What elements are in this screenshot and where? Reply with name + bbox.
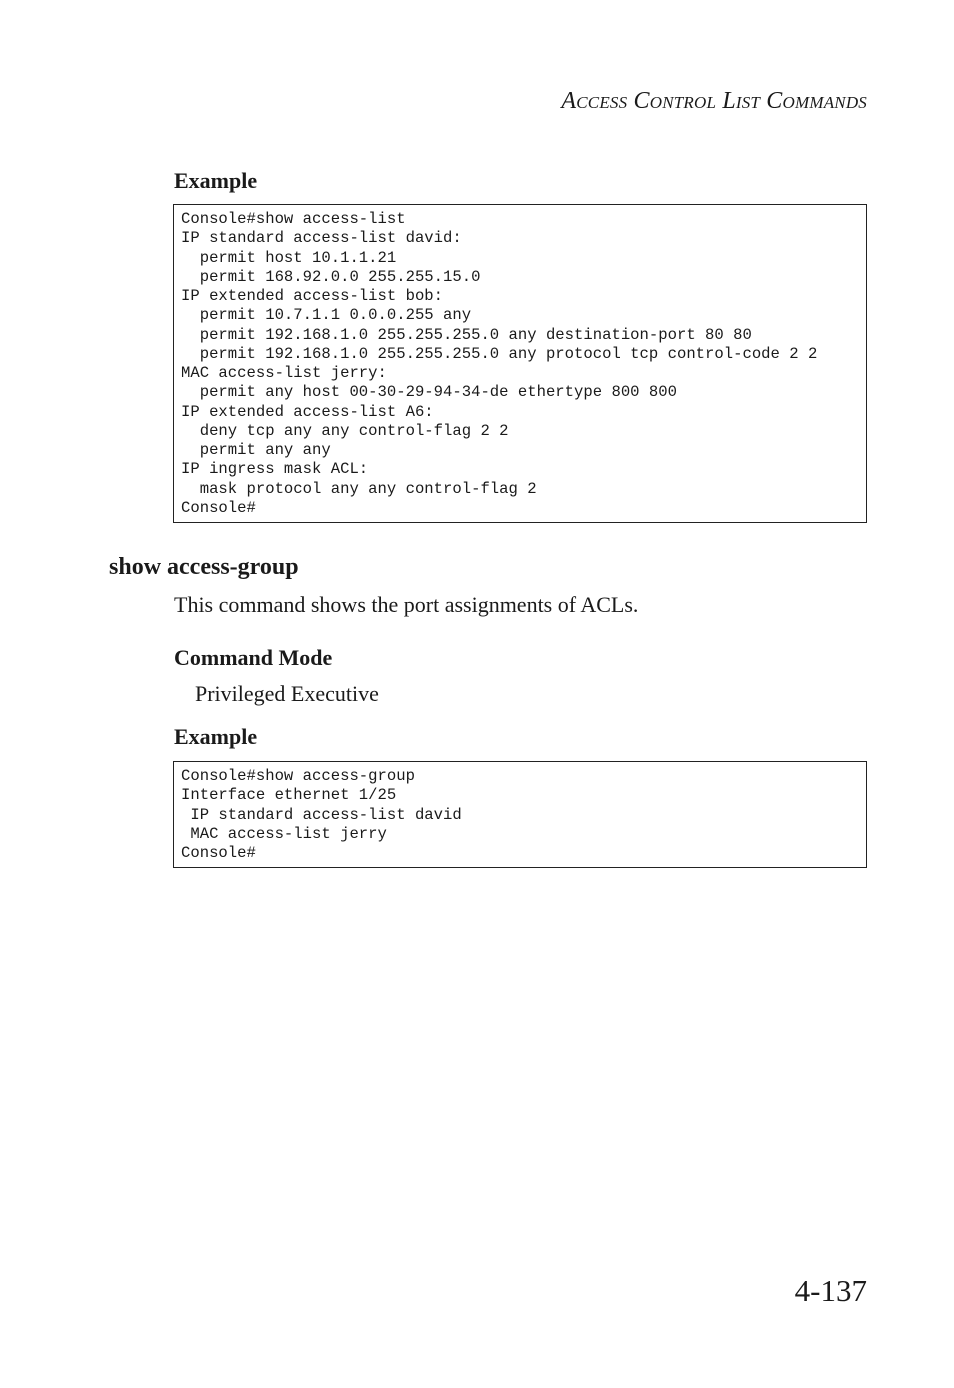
code-line: IP standard access-list david bbox=[181, 805, 462, 824]
section-description: This command shows the port assignments of ACLs. bbox=[174, 592, 639, 617]
code-line: Interface ethernet 1/25 bbox=[181, 786, 397, 805]
code-block-show-access-list bbox=[173, 204, 867, 523]
code-line: mask protocol any any control-flag 2 bbox=[181, 479, 537, 498]
code-line: IP standard access-list david: bbox=[181, 229, 462, 248]
section-title: show access-group bbox=[109, 554, 299, 580]
code-line: Console#show access-group bbox=[181, 767, 415, 785]
example-heading: Example bbox=[174, 724, 258, 749]
code-line: permit 192.168.1.0 255.255.255.0 any protocol tcp control-code 2 2 bbox=[181, 344, 818, 363]
code-line: permit 192.168.1.0 255.255.255.0 any destination-port 80 80 bbox=[181, 325, 752, 344]
code-line: permit any any bbox=[181, 441, 331, 459]
code-line: Console# bbox=[181, 498, 256, 517]
code-line: permit 10.7.1.1 0.0.0.255 any bbox=[181, 306, 472, 325]
code-line: permit 168.92.0.0 255.255.15.0 bbox=[181, 267, 481, 286]
page-number: 4-137 bbox=[794, 1273, 867, 1308]
code-line: IP ingress mask ACL: bbox=[181, 460, 369, 479]
code-line: IP extended access-list A6: bbox=[181, 402, 434, 421]
code-line: Console#show access-list bbox=[181, 210, 406, 228]
running-header: Access Control List Commands bbox=[561, 88, 867, 114]
example-heading: Example bbox=[174, 168, 258, 193]
code-line: Console# bbox=[181, 844, 256, 862]
code-line: deny tcp any any control-flag 2 2 bbox=[181, 421, 509, 440]
command-mode-value: Privileged Executive bbox=[195, 681, 379, 706]
code-line: MAC access-list jerry bbox=[181, 824, 387, 843]
code-line: permit any host 00-30-29-94-34-de ethertype 800 800 bbox=[181, 383, 677, 402]
command-mode-heading: Command Mode bbox=[174, 645, 333, 670]
code-line: MAC access-list jerry: bbox=[181, 364, 387, 382]
code-block-show-access-group bbox=[173, 761, 867, 868]
code-line: permit host 10.1.1.21 bbox=[181, 248, 397, 267]
code-line: IP extended access-list bob: bbox=[181, 287, 444, 305]
